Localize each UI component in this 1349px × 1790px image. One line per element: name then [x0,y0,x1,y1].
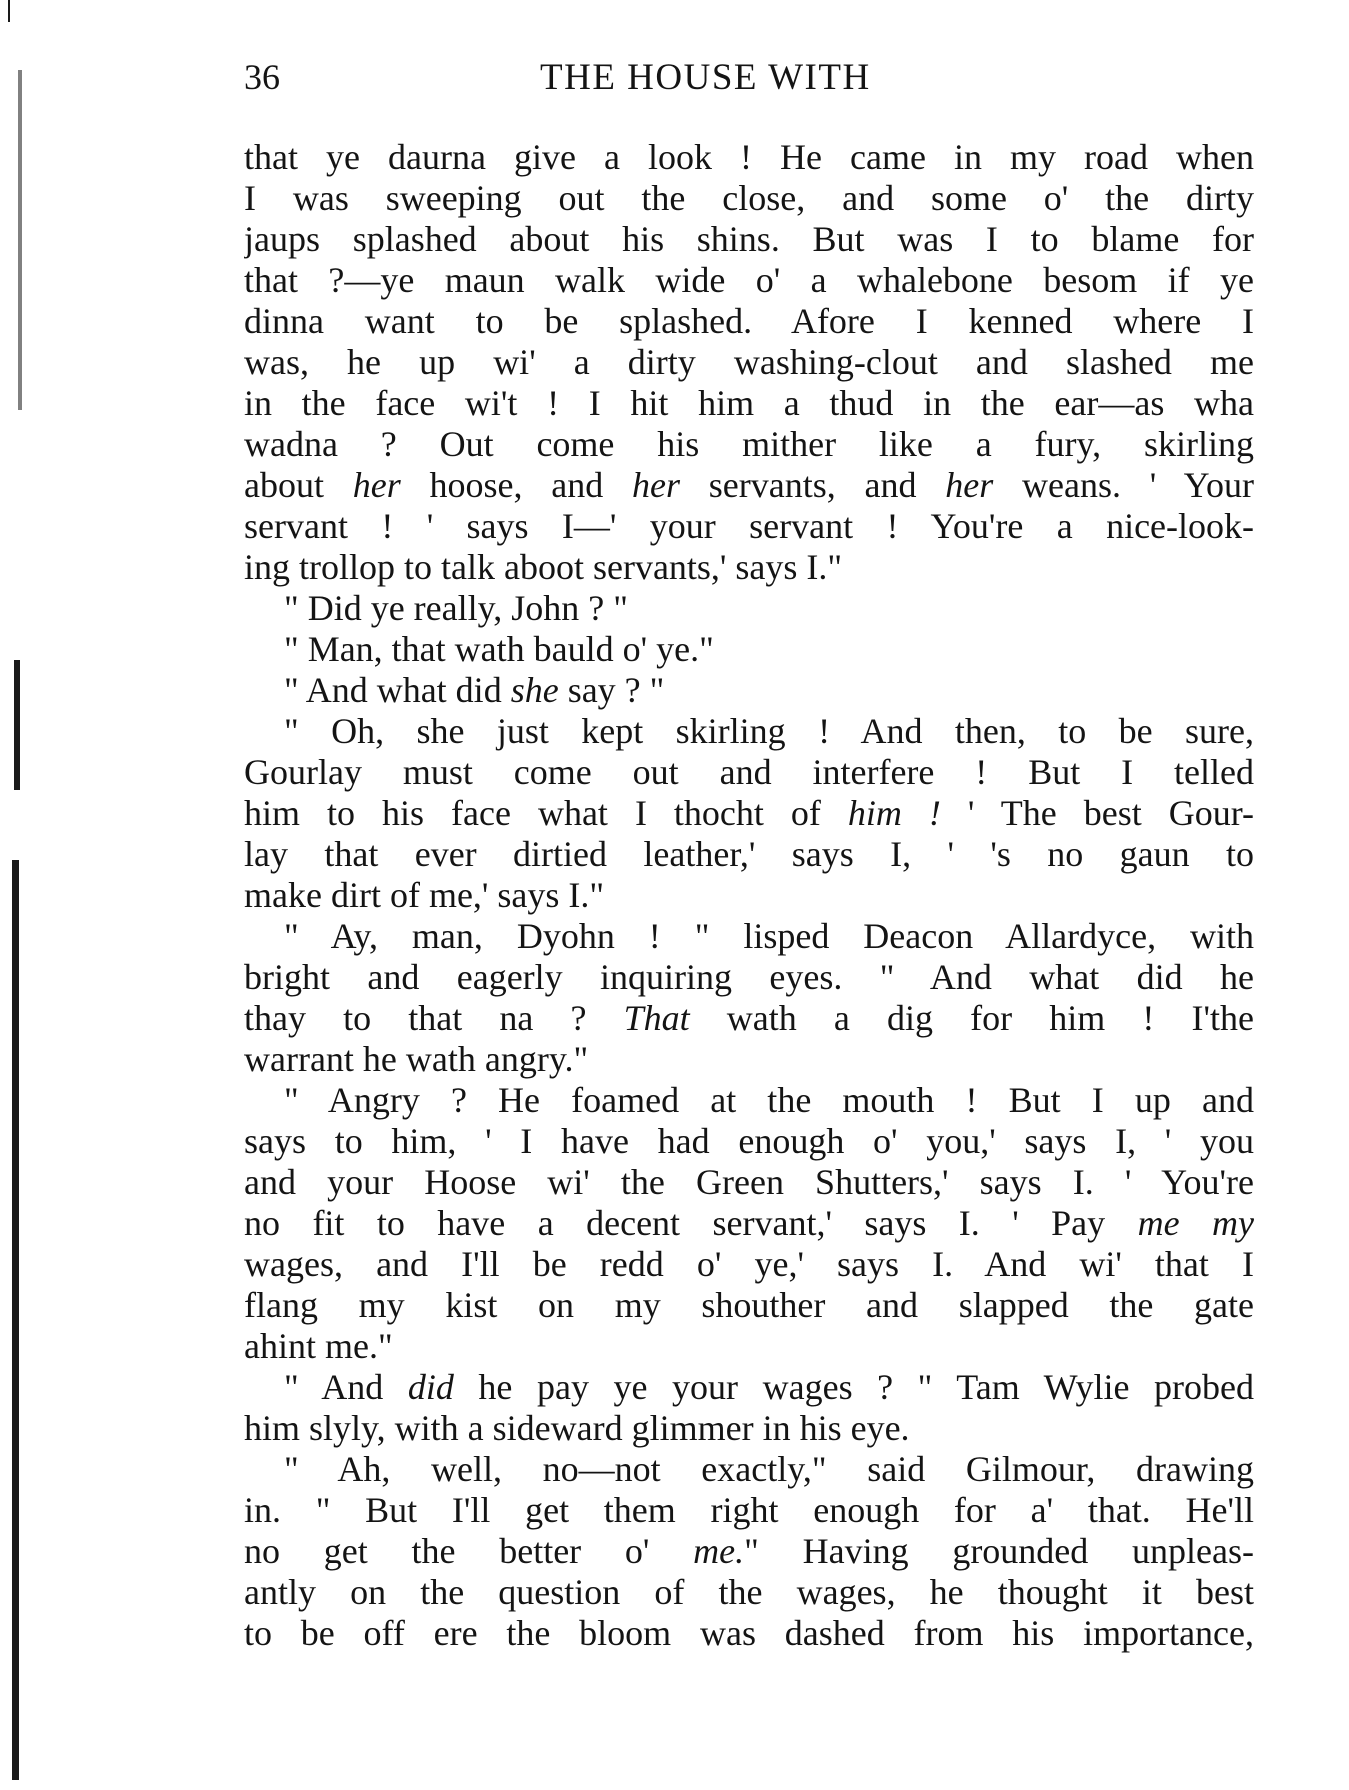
text-line [244,1162,1254,1203]
text-line [244,383,1254,424]
text-segment: lay that ever dirtied leather,' says I, ' 's no gaun to [244,834,1254,874]
text-segment: him slyly, with a sideward glimmer in his eye. [244,1408,910,1448]
text-segment: " Ah, well, no—not exactly," said Gilmour, drawing [284,1449,1254,1489]
text-line [244,1039,1254,1080]
text-line [244,1326,1254,1367]
text-segment: to be off ere the bloom was dashed from his importance, [244,1613,1254,1653]
text-line [244,670,1254,711]
body-text [244,137,1254,1654]
italic-text: her [352,465,401,505]
text-segment: " Angry ? He foamed at the mouth ! But I up and [284,1080,1254,1120]
text-segment: Gourlay must come out and interfere ! But I telled [244,752,1254,792]
text-line [244,957,1254,998]
italic-text: she [510,670,559,710]
text-line [244,1408,1254,1449]
text-segment: " And [284,1367,408,1407]
italic-text: me. [693,1531,745,1571]
text-line [244,1572,1254,1613]
text-segment: " Ay, man, Dyohn ! " lisped Deacon Allardyce, with [284,916,1254,956]
scan-edge-mark [18,70,22,410]
text-line [244,137,1254,178]
text-line [244,1244,1254,1285]
text-segment: thay to that na ? [244,998,624,1038]
text-segment: ing trollop to talk aboot servants,' says I." [244,547,843,587]
text-line [244,711,1254,752]
italic-text: her [945,465,994,505]
text-line [244,1449,1254,1490]
text-segment: in. " But I'll get them right enough for a' that. He'll [244,1490,1254,1530]
text-segment: he pay ye your wages ? " Tam Wylie probed [453,1367,1254,1407]
italic-text: That [623,998,690,1038]
text-line [244,1613,1254,1654]
text-line [244,752,1254,793]
text-line [244,260,1254,301]
scan-edge-mark [12,860,19,1780]
text-line [244,875,1254,916]
text-segment: and your Hoose wi' the Green Shutters,' says I. ' You're [244,1162,1254,1202]
text-line [244,1285,1254,1326]
italic-text: did [407,1367,454,1407]
text-segment: ahint me." [244,1326,393,1366]
text-segment: " Did ye really, John ? " [284,588,628,628]
text-line [244,178,1254,219]
text-segment: wath a dig for him ! I'the [689,998,1254,1038]
text-segment: make dirt of me,' says I." [244,875,605,915]
text-line [244,793,1254,834]
text-segment: servant ! ' says I—' your servant ! You're a nice-look- [244,506,1254,546]
text-line [244,342,1254,383]
text-segment: say ? " [558,670,665,710]
text-line [244,1080,1254,1121]
text-segment: that ?—ye maun walk wide o' a whalebone besom if ye [244,260,1254,300]
text-segment: " Man, that wath bauld o' ye." [284,629,714,669]
text-segment: wages, and I'll be redd o' ye,' says I. And wi' that I [244,1244,1254,1284]
text-segment: that ye daurna give a look ! He came in my road when [244,137,1254,177]
text-segment: servants, and [680,465,946,505]
text-line [244,1367,1254,1408]
italic-text: me my [1137,1203,1254,1243]
text-segment: was, he up wi' a dirty washing-clout and slashed me [244,342,1254,382]
text-segment: warrant he wath angry." [244,1039,589,1079]
text-segment: dinna want to be splashed. Afore I kenned where I [244,301,1254,341]
text-line [244,465,1254,506]
scan-edge-mark [8,0,10,22]
text-segment: I was sweeping out the close, and some o' the dirty [244,178,1254,218]
text-line [244,424,1254,465]
text-line [244,219,1254,260]
text-line [244,1490,1254,1531]
text-segment: " Oh, she just kept skirling ! And then, to be sure, [284,711,1254,751]
text-segment: antly on the question of the wages, he thought it best [244,1572,1254,1612]
text-segment: weans. ' Your [993,465,1254,505]
text-line [244,588,1254,629]
italic-text: him ! [847,793,941,833]
text-line [244,916,1254,957]
text-segment: bright and eagerly inquiring eyes. " And what did he [244,957,1254,997]
text-line [244,1203,1254,1244]
text-line [244,629,1254,670]
text-line [244,1531,1254,1572]
text-segment: jaups splashed about his shins. But was I to blame for [244,219,1254,259]
text-segment: says to him, ' I have had enough o' you,' says I, ' you [244,1121,1254,1161]
text-segment: hoose, and [400,465,632,505]
text-segment: in the face wi't ! I hit him a thud in the ear—as wha [244,383,1254,423]
text-line [244,301,1254,342]
text-segment: wadna ? Out come his mither like a fury, skirling [244,424,1254,464]
text-segment: flang my kist on my shouther and slapped the gate [244,1285,1254,1325]
text-segment: no get the better o' [244,1531,694,1571]
scan-edge-mark [14,660,20,790]
running-head [244,50,1254,110]
italic-text: her [632,465,680,505]
text-line [244,506,1254,547]
text-segment: no fit to have a decent servant,' says I. ' Pay [244,1203,1138,1243]
text-segment: " And what did [284,670,511,710]
text-segment: ' The best Gour- [940,793,1254,833]
text-segment: about [244,465,353,505]
text-line [244,547,1254,588]
running-head-title: THE HOUSE WITH [540,57,871,98]
text-line [244,834,1254,875]
text-segment: him to his face what I thocht of [244,793,848,833]
text-segment: " Having grounded unpleas- [744,1531,1254,1571]
text-line [244,998,1254,1039]
page-number: 36 [244,57,280,97]
text-line [244,1121,1254,1162]
